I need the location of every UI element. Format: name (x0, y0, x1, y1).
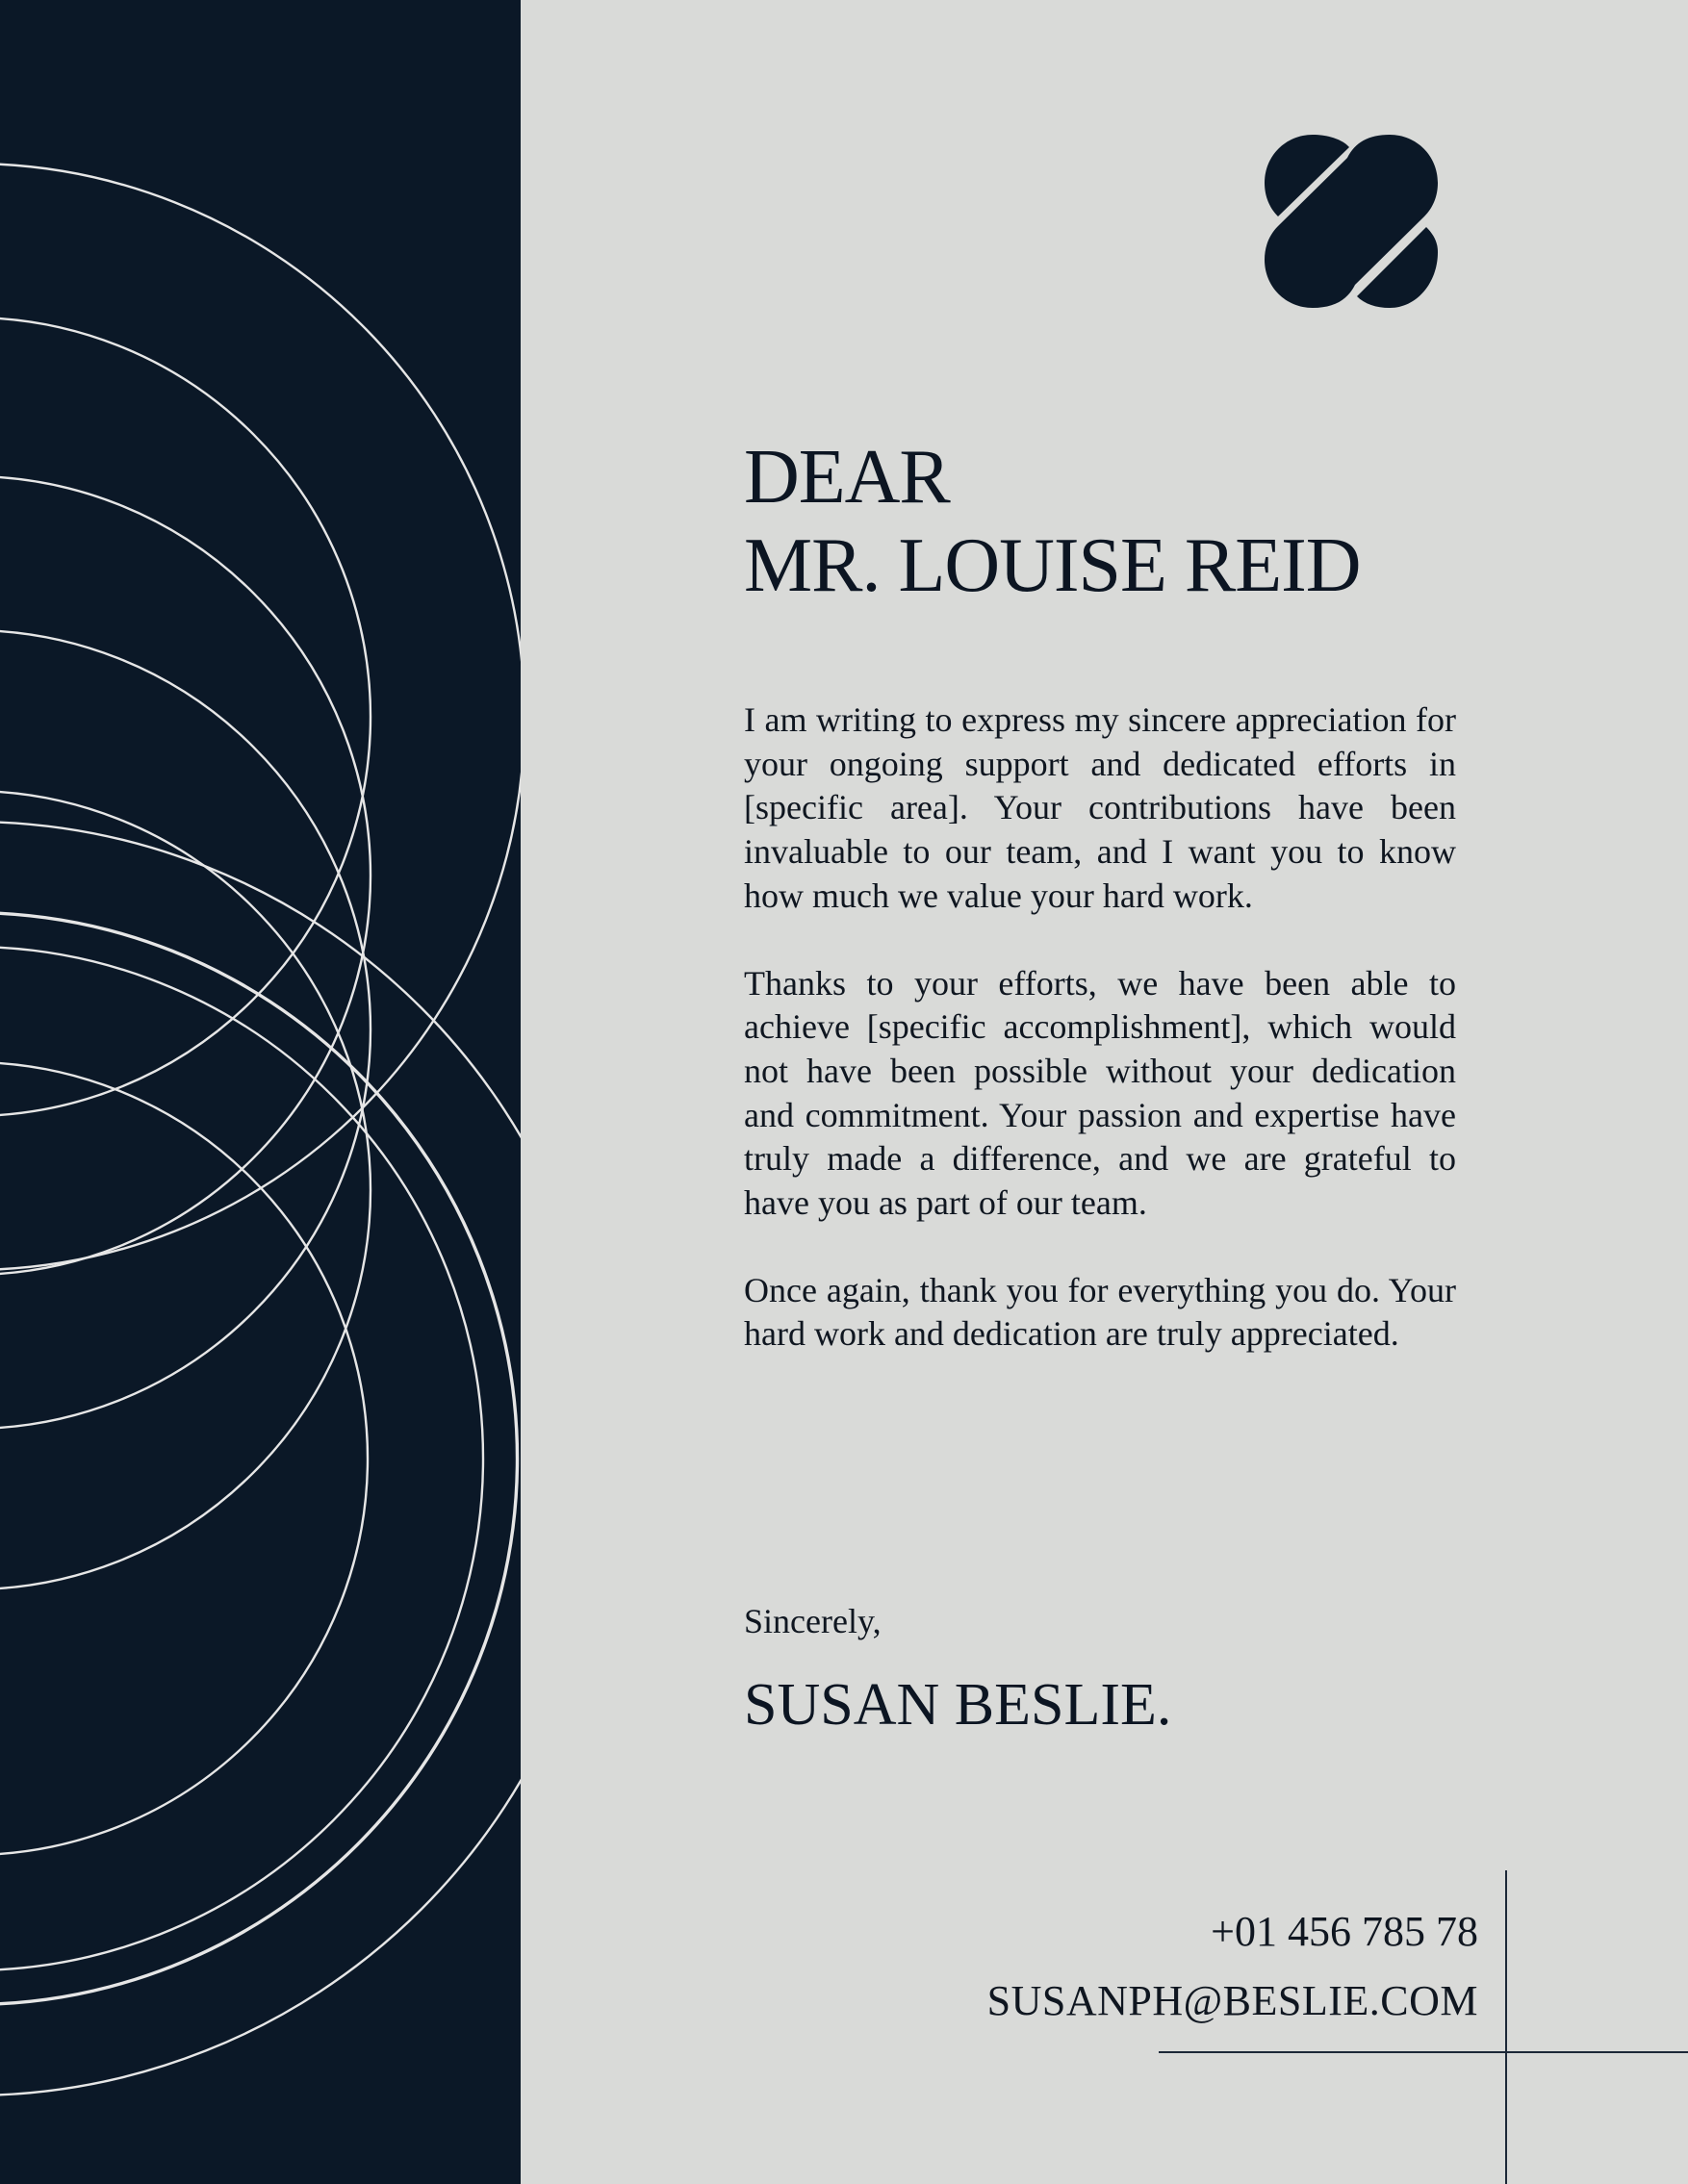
arc-top-3 (0, 476, 371, 1275)
arc-bottom-1 (0, 947, 483, 1970)
arc-bottom-2 (0, 1062, 368, 1855)
letter-body (744, 698, 1456, 1400)
arc-top-5 (0, 791, 371, 1589)
decorative-side-panel (0, 0, 521, 2184)
recipient-name: MR. LOUISE REID (744, 523, 1361, 608)
body-paragraph-3: Once again, thank you for everything you do. Your hard work and dedication are truly appreciated. (744, 1270, 1456, 1354)
divider-horizontal (1159, 2051, 1688, 2053)
divider-vertical (1505, 1870, 1507, 2184)
arc-bottom-4 (0, 822, 521, 2095)
concentric-arcs-decoration (0, 0, 521, 2184)
arc-top-2 (0, 317, 371, 1116)
salutation (744, 433, 1610, 610)
body-paragraph-1: I am writing to express my sincere appreciation for your ongoing support and dedicated efforts in [specific area]. Your contributions have been invaluable to our team, and I want you to know how much we value your hard work. (744, 700, 1456, 915)
contact-email: SUSANPH@BESLIE.COM (986, 1977, 1478, 2024)
signer-name: SUSAN BESLIE. (744, 1672, 1172, 1738)
salutation-greeting: DEAR (744, 435, 950, 520)
arc-top-4 (0, 630, 371, 1429)
body-paragraph-2: Thanks to your efforts, we have been able to achieve [specific accomplishment], which would not have been possible without your dedication and commitment. Your passion and expertise have truly made a difference, and we are grateful to have you as part of our team. (744, 963, 1456, 1223)
company-logo-icon (1261, 131, 1442, 312)
arc-top-1 (0, 164, 521, 1270)
letter-closing: Sincerely, (744, 1602, 882, 1640)
contact-phone: +01 456 785 78 (1211, 1908, 1478, 1955)
